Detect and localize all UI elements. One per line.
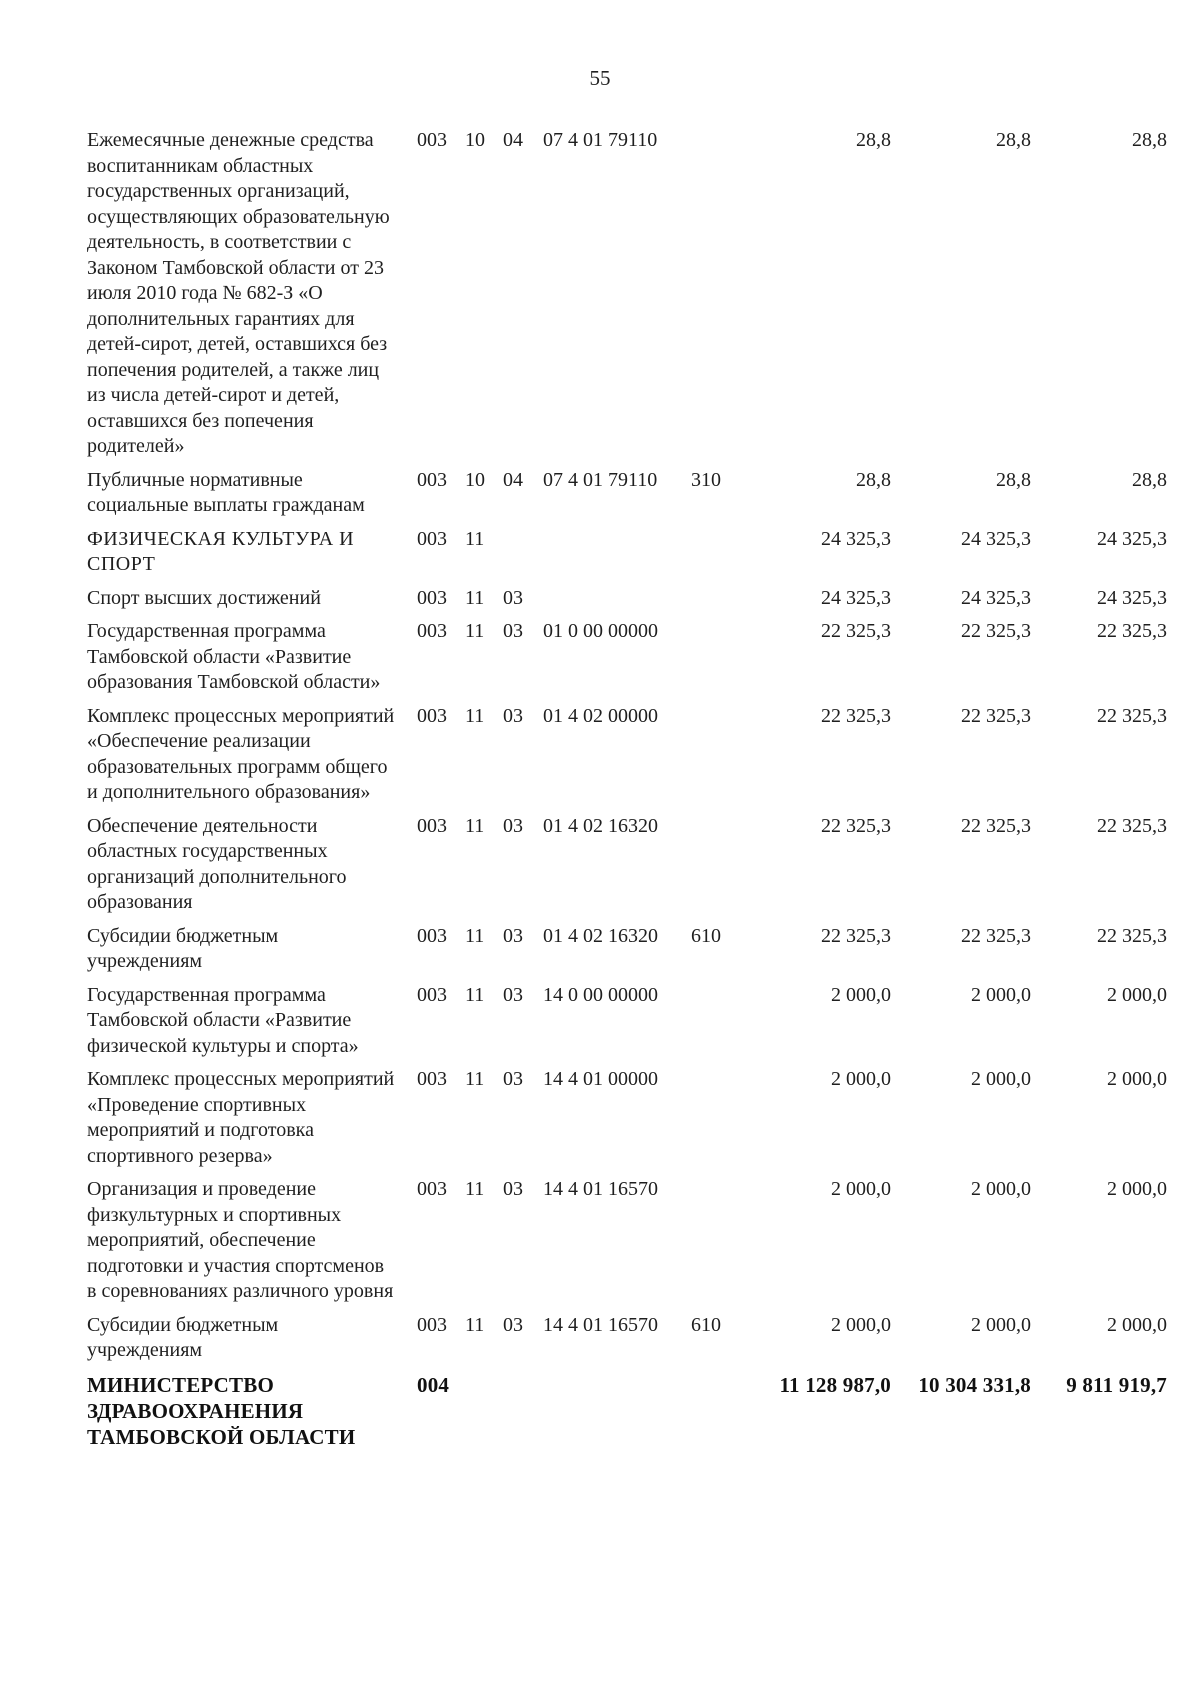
table-row (87, 586, 1167, 620)
row-section-code: 11 (465, 1068, 485, 1090)
row-target-article (543, 1372, 691, 1458)
row-gr-code: 003 (417, 1068, 447, 1090)
row-section-code: 11 (465, 814, 485, 837)
budget-table (87, 128, 1167, 1458)
row-gr-code: 003 (417, 586, 447, 609)
row-expense-type (691, 704, 746, 814)
row-section-code: 11 (465, 586, 485, 609)
row-target-article: 01 4 02 00000 (543, 704, 658, 727)
row-amount-year2: 10 304 331,8 (918, 1372, 1031, 1397)
row-expense-type: 610 (691, 1313, 721, 1336)
row-amount-year2: 24 325,3 (961, 527, 1031, 550)
row-expense-type (691, 619, 746, 704)
table-row (87, 1177, 1167, 1313)
row-section-code: 10 (465, 129, 485, 151)
row-subsection-code: 04 (503, 468, 523, 491)
row-amount-year1: 24 325,3 (821, 586, 891, 609)
row-subsection-code: 04 (503, 129, 523, 151)
row-gr-code: 003 (417, 468, 447, 491)
row-section-code: 11 (465, 1313, 485, 1336)
table-row (87, 924, 1167, 983)
row-target-article: 01 0 00 00000 (543, 620, 658, 642)
row-name: МИНИСТЕРСТВО ЗДРАВООХРАНЕНИЯ ТАМБОВСКОЙ ОБЛАСТИ (87, 1372, 356, 1449)
row-amount-year3: 22 325,3 (1097, 924, 1167, 947)
row-amount-year3: 2 000,0 (1107, 1178, 1167, 1200)
row-amount-year1: 22 325,3 (821, 704, 891, 727)
row-gr-code: 003 (417, 983, 447, 1006)
row-amount-year1: 22 325,3 (821, 814, 891, 837)
row-name: Субсидии бюджетным учреждениям (87, 924, 279, 972)
row-expense-type (691, 586, 746, 620)
row-amount-year2: 22 325,3 (961, 620, 1031, 642)
table-row (87, 1067, 1167, 1177)
row-subsection-code: 03 (503, 1178, 523, 1200)
row-expense-type (691, 1372, 746, 1458)
table-row (87, 704, 1167, 814)
row-expense-type (691, 527, 746, 586)
row-target-article: 14 4 01 00000 (543, 1068, 658, 1090)
row-gr-code: 003 (417, 129, 447, 151)
row-gr-code: 003 (417, 704, 447, 727)
row-target-article: 14 4 01 16570 (543, 1178, 658, 1200)
row-expense-type (691, 128, 746, 468)
row-amount-year1: 22 325,3 (821, 620, 891, 642)
row-expense-type: 310 (691, 468, 721, 491)
row-gr-code: 003 (417, 814, 447, 837)
row-amount-year3: 24 325,3 (1097, 527, 1167, 550)
row-subsection-code: 03 (503, 586, 523, 609)
row-target-article (543, 586, 691, 620)
row-subsection-code (503, 527, 543, 586)
row-amount-year1: 2 000,0 (831, 1178, 891, 1200)
row-subsection-code: 03 (503, 983, 523, 1006)
table-row (87, 128, 1167, 468)
row-subsection-code: 03 (503, 1313, 523, 1336)
row-expense-type: 610 (691, 924, 721, 947)
row-amount-year1: 2 000,0 (831, 1068, 891, 1090)
table-body (87, 128, 1167, 1458)
row-expense-type (691, 814, 746, 924)
row-amount-year1: 22 325,3 (821, 924, 891, 947)
row-amount-year2: 2 000,0 (971, 1313, 1031, 1336)
row-amount-year2: 22 325,3 (961, 704, 1031, 727)
table-row (87, 468, 1167, 527)
row-amount-year2: 2 000,0 (971, 1068, 1031, 1090)
row-amount-year3: 2 000,0 (1107, 1313, 1167, 1336)
row-amount-year2: 22 325,3 (961, 924, 1031, 947)
table-row (87, 1372, 1167, 1458)
row-expense-type (691, 1067, 746, 1177)
row-subsection-code: 03 (503, 924, 523, 947)
row-subsection-code: 03 (503, 814, 523, 837)
row-name: Субсидии бюджетным учреждениям (87, 1313, 279, 1361)
row-gr-code: 003 (417, 924, 447, 947)
row-amount-year3: 9 811 919,7 (1066, 1372, 1167, 1397)
row-amount-year1: 2 000,0 (831, 983, 891, 1006)
row-section-code: 11 (465, 1178, 485, 1200)
row-amount-year3: 22 325,3 (1097, 814, 1167, 837)
row-section-code: 11 (465, 620, 485, 642)
row-name: Спорт высших достижений (87, 586, 321, 609)
row-amount-year2: 28,8 (996, 468, 1031, 491)
row-section-code: 11 (465, 924, 485, 947)
row-amount-year1: 2 000,0 (831, 1313, 891, 1336)
row-expense-type (691, 1177, 746, 1313)
row-amount-year3: 22 325,3 (1097, 620, 1167, 642)
row-subsection-code: 03 (503, 620, 523, 642)
row-target-article: 07 4 01 79110 (543, 468, 658, 491)
row-amount-year1: 24 325,3 (821, 527, 891, 550)
row-amount-year3: 24 325,3 (1097, 586, 1167, 609)
row-amount-year1: 28,8 (856, 129, 891, 151)
row-amount-year2: 2 000,0 (971, 1178, 1031, 1200)
row-subsection-code (503, 1372, 543, 1458)
table-row (87, 1313, 1167, 1372)
row-section-code: 11 (465, 983, 485, 1006)
row-amount-year3: 22 325,3 (1097, 704, 1167, 727)
row-target-article (543, 527, 691, 586)
row-subsection-code: 03 (503, 1068, 523, 1090)
table-row (87, 983, 1167, 1068)
row-name: Организация и проведение физкультурных и спортивных мероприятий, обеспечение подготовки и участия спортсменов в соревнованиях различного уровня (87, 1178, 394, 1302)
row-subsection-code: 03 (503, 704, 523, 727)
row-target-article: 14 0 00 00000 (543, 983, 658, 1006)
table-row (87, 619, 1167, 704)
row-name: ФИЗИЧЕСКАЯ КУЛЬТУРА И СПОРТ (87, 527, 355, 575)
row-gr-code: 003 (417, 1178, 447, 1200)
row-amount-year3: 28,8 (1132, 468, 1167, 491)
row-target-article: 01 4 02 16320 (543, 814, 658, 837)
row-amount-year2: 22 325,3 (961, 814, 1031, 837)
row-section-code: 11 (465, 527, 485, 550)
table-row (87, 527, 1167, 586)
row-amount-year2: 28,8 (996, 129, 1031, 151)
row-section-code: 11 (465, 704, 485, 727)
row-amount-year1: 28,8 (856, 468, 891, 491)
row-gr-code: 004 (417, 1372, 450, 1397)
row-gr-code: 003 (417, 1313, 447, 1336)
row-target-article: 01 4 02 16320 (543, 924, 658, 947)
table-row (87, 814, 1167, 924)
row-amount-year3: 2 000,0 (1107, 983, 1167, 1006)
row-expense-type (691, 983, 746, 1068)
row-name: Государственная программа Тамбовской области «Развитие образования Тамбовской области» (87, 620, 381, 693)
row-name: Ежемесячные денежные средства воспитанникам областных государственных организаций, осуществляющих образовательную деятельность, в соответствии с Законом Тамбовской области от 23 июля 2010 года № 682-З «О дополнительных гарантиях для детей-сирот, детей, оставшихся без попечения родителей, а также лиц из числа детей-сирот и детей, оставшихся без попечения родителей» (87, 129, 390, 457)
row-gr-code: 003 (417, 527, 447, 550)
row-section-code: 10 (465, 468, 485, 491)
row-gr-code: 003 (417, 620, 447, 642)
row-name: Комплекс процессных мероприятий «Проведение спортивных мероприятий и подготовка спортивного резерва» (87, 1068, 395, 1167)
row-amount-year3: 28,8 (1132, 129, 1167, 151)
row-name: Публичные нормативные социальные выплаты гражданам (87, 468, 365, 516)
row-amount-year1: 11 128 987,0 (779, 1372, 891, 1397)
row-target-article: 14 4 01 16570 (543, 1313, 658, 1336)
row-amount-year2: 2 000,0 (971, 983, 1031, 1006)
row-name: Комплекс процессных мероприятий «Обеспечение реализации образовательных программ общего и дополнительного образования» (87, 704, 395, 803)
row-name: Государственная программа Тамбовской области «Развитие физической культуры и спорта» (87, 983, 359, 1057)
row-amount-year2: 24 325,3 (961, 586, 1031, 609)
row-target-article: 07 4 01 79110 (543, 129, 658, 151)
row-amount-year3: 2 000,0 (1107, 1068, 1167, 1090)
row-section-code (465, 1372, 503, 1458)
row-name: Обеспечение деятельности областных государственных организаций дополнительного образования (87, 814, 347, 913)
page-number: 55 (589, 66, 611, 90)
